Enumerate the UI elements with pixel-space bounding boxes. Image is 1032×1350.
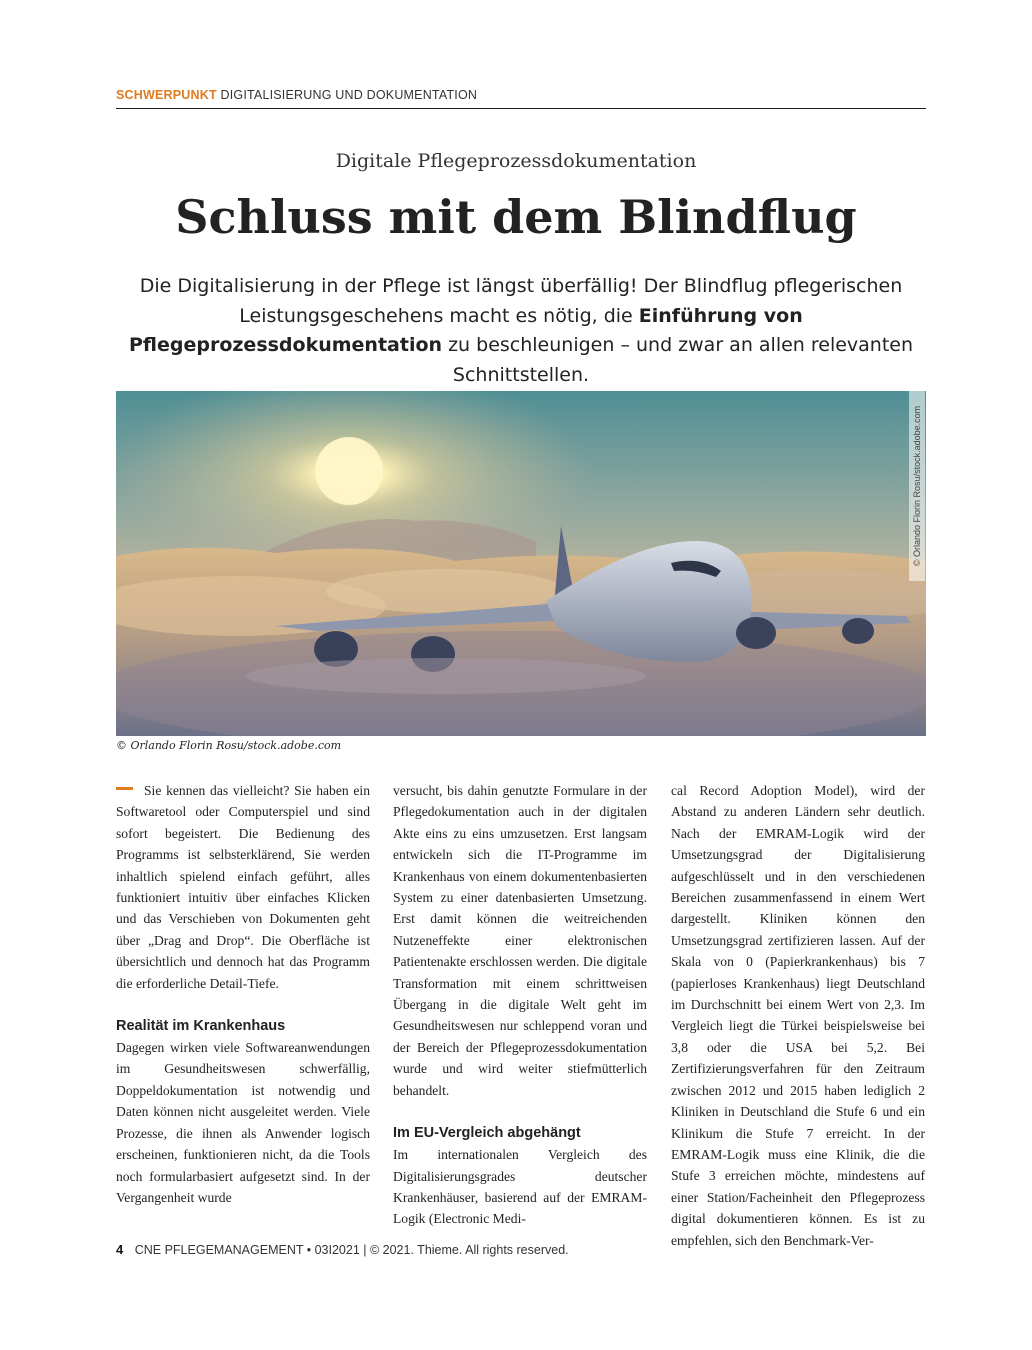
running-header [116,88,926,109]
orange-dash-marker [116,787,133,790]
lead-text-bold: Einführung von Pflegeprozessdokumentation [128,304,803,356]
paragraph-text: Sie kennen das vielleicht? Sie haben ein Softwaretool oder Computerspiel und sind sofort begeistert. Die Bedienung des Programms ist selbsterklärend, Sie werden inhaltlich spielend einfach geführt, alles funktioniert intuitiv über einfaches Klicken und das Verschieben von Dokumenten geht über „Drag and Drop“. Die Oberfläche ist übersichtlich und dennoch hat das Programm die erforderliche Detail-Tiefe. [116,783,370,991]
hero-image [116,391,926,736]
lead-text-2: zu beschleunigen – und zwar an allen relevanten Schnittstellen. [442,334,914,386]
footer-text: CNE PFLEGEMANAGEMENT • 03I2021 | © 2021. Thieme. All rights reserved. [134,1243,569,1257]
section-heading: Im EU-Vergleich abgehängt [393,1125,581,1142]
image-caption: © Orlando Florin Rosu/stock.adobe.com [116,739,342,752]
article-lead [116,272,926,390]
paragraph: versucht, bis dahin genutzte Formulare in der Pflegedokumentation auch in der digitalen Akte eins zu eins umzusetzen. Erst langsam entwickeln sich die IT-Programme im Krankenhaus von einem dokumentenbasierten System zu einer datenbasierten Umsetzung. Erst damit können die weitreichenden Nutzeneffekte einer elektronischen Patientenakte erschlossen werden. Die digitale Transformation mit einem schrittweisen Übergang in die digitale Welt geht im Gesundheitswesen nur schleppend voran und der Bereich der Pflegeprozessdokumentation wurde und wird weiter stiefmütterlich behandelt. [393,783,647,1098]
page-number: 4 [116,1242,124,1257]
page-footer [116,1242,569,1257]
paragraph: cal Record Adoption Model), wird der Abstand zu anderen Ländern sehr deutlich. Nach der EMRAM-Logik wird der Umsetzungsgrad der Digitalisierung aufgeschlüsselt und in den verschiedenen Bereichen zusammenfassend in einem Wert dargestellt. Kliniken können den Umsetzungsgrad zertifizieren lassen. Auf der Skala von 0 (Papierkrankenhaus) bis 7 (papierloses Krankenhaus) liegt Deutschland im Durchschnitt bei einem Wert von 2,3. Im Vergleich liegt die Türkei beispielsweise bei 3,8 oder die USA bei 5,2. Bei Zertifizierungsverfahren für den Zeitraum zwischen 2012 und 2015 haben lediglich 2 Kliniken in Deutschland die Stufe 6 und ein Klinikum die Stufe 7 erreicht. In der EMRAM-Logik muss eine Klinik, die die Stufe 3 erreichen möchte, mindestens auf einer Station/Facheinheit den Pflegeprozess digital dokumentieren können. Es ist zu empfehlen, sich den Benchmark-Ver- [671,783,925,1248]
vertical-photo-credit-text: © Orlando Florin Rosu/stock.adobe.com [912,405,922,567]
text-column-3 [671,780,925,1251]
text-column-2 [393,780,647,1230]
vertical-photo-credit [909,391,925,581]
article-overline: Digitale Pflegeprozessdokumentation [335,150,697,172]
text-column-1 [116,780,370,1208]
header-section: DIGITALISIERUNG UND DOKUMENTATION [220,88,478,102]
lead-text-1: Die Digitalisierung in der Pflege ist längst überfällig! Der Blindflug pflegerischen Leistungsgeschehens macht es nötig, die [139,275,903,327]
section-heading: Realität im Krankenhaus [116,1018,286,1035]
paragraph: Im internationalen Vergleich des Digitalisierungsgrades deutscher Krankenhäuser, basierend auf der EMRAM-Logik (Electronic Medi- [393,1147,647,1227]
paragraph: Dagegen wirken viele Softwareanwendungen im Gesundheitswesen schwerfällig, Doppeldokumentation ist notwendig und Daten können nicht ausgeleitet werden. Viele Prozesse, die ihnen als Anwender logisch erscheinen, funktionieren nicht, da die Tools noch formularbasiert aufgesetzt sind. In der Vergangenheit wurde [116,1040,370,1205]
paragraph [116,780,370,994]
article-title: Schluss mit dem Blindflug [175,190,857,244]
header-kicker: SCHWERPUNKT [116,88,217,102]
